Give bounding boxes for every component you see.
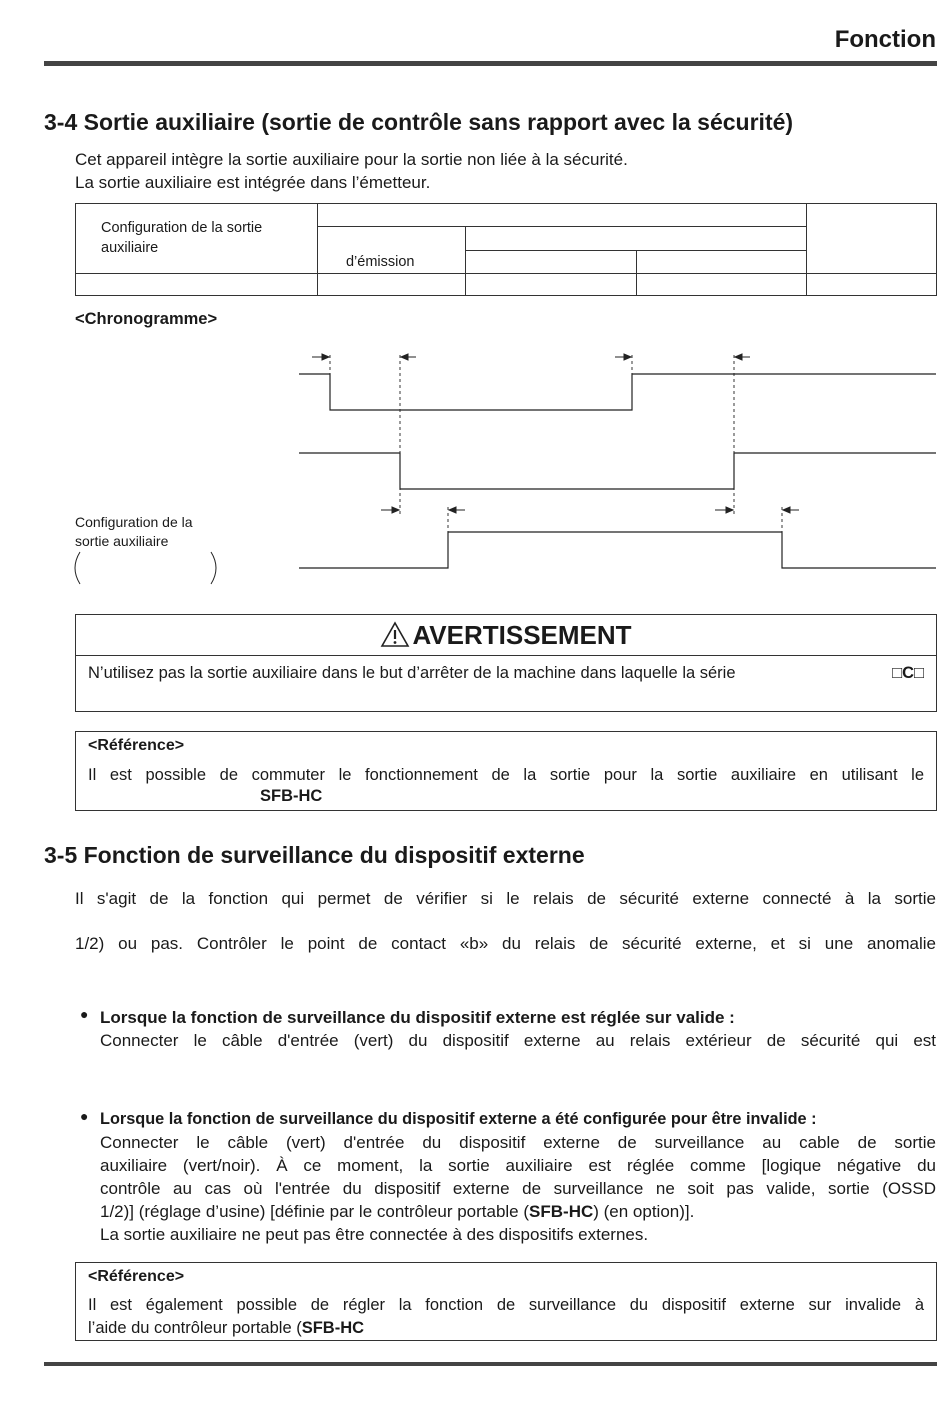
output-config-table	[75, 203, 937, 296]
reference-1-text: Il est possible de commuter le fonctionnement de la sortie pour la sortie auxiliaire en utilisant le	[88, 766, 924, 784]
delay-arrow-right	[381, 507, 399, 513]
delay-arrow-right	[715, 507, 733, 513]
chronogram-title: <Chronogramme>	[75, 310, 218, 328]
warning-text-tail: □C□	[892, 664, 924, 682]
reference-2-line-2	[88, 1317, 364, 1340]
reference-2-line-1: Il est également possible de régler la fonction de surveillance du dispositif externe sur invalide à	[88, 1296, 924, 1314]
table-cell	[807, 204, 937, 274]
header-rule	[44, 61, 937, 66]
delay-arrow-left	[735, 354, 750, 360]
warning-triangle-icon	[380, 621, 410, 648]
bullet-2-line-4-end: ) (en option)].	[593, 1202, 695, 1221]
bullet-2-line-3: contrôle au cas où l'entrée du dispositif externe de surveillance ne soit pas valide, sortie (OSSD	[100, 1179, 936, 1198]
reference-2-line-2-start: l’aide du contrôleur portable (	[88, 1319, 302, 1337]
bullet-2-line-2: auxiliaire (vert/noir). À ce moment, la sortie auxiliaire est réglée comme [logique négative du	[100, 1156, 936, 1175]
reference-1-title: <Référence>	[88, 737, 185, 754]
footer-rule	[44, 1362, 937, 1366]
section-3-5-line-1: Il s'agit de la fonction qui permet de vérifier si le relais de sécurité externe connecté à la sortie	[75, 889, 936, 908]
table-cell	[465, 273, 636, 295]
table-cell	[317, 204, 806, 227]
table-row-label-cell	[76, 204, 318, 274]
table-cell	[636, 273, 807, 295]
section-3-5-title: 3-5 Fonction de surveillance du dispositif externe	[44, 842, 585, 868]
section-3-5-line-2: 1/2) ou pas. Contrôler le point de contact «b» du relais de sécurité externe, et si une anomalie	[75, 934, 936, 953]
table-emission-cell	[317, 227, 465, 274]
delay-arrow-left	[449, 507, 465, 513]
table-row-label: Configuration de la sortie auxiliaire	[101, 220, 263, 256]
bullet-dot-icon: ●	[80, 1006, 89, 1022]
bullet-1-title: Lorsque la fonction de surveillance du dispositif externe est réglée sur valide :	[100, 1008, 735, 1027]
bullet-2-title: Lorsque la fonction de surveillance du dispositif externe a été configurée pour être invalide :	[100, 1110, 817, 1128]
timing-diagram	[0, 340, 950, 600]
page-header-title: Fonction	[834, 26, 936, 53]
delay-arrow-right	[615, 354, 631, 360]
bullet-2-line-1: Connecter le câble (vert) d'entrée du dispositif externe de surveillance au cable de sortie	[100, 1133, 936, 1152]
table-cell	[465, 227, 806, 250]
table-cell	[76, 273, 318, 295]
warning-box	[75, 614, 937, 712]
section-3-4-title: 3-4 Sortie auxiliaire (sortie de contrôle sans rapport avec la sécurité)	[44, 109, 794, 135]
bullet-2-line-4	[100, 1200, 694, 1223]
bullet-dot-icon: ●	[80, 1108, 89, 1124]
bullet-2-device: SFB-HC	[529, 1202, 594, 1221]
reference-2-title: <Référence>	[88, 1268, 185, 1285]
warning-text: N’utilisez pas la sortie auxiliaire dans le but d’arrêter de la machine dans laquelle la série	[88, 664, 736, 682]
table-emission-label: d’émission	[345, 253, 415, 270]
delay-arrow-right	[312, 354, 329, 360]
chronogram-signal-label: Configuration de la sortie auxiliaire	[75, 514, 193, 549]
reference-box-1	[75, 731, 937, 811]
bullet-1-text: Connecter le câble d'entrée (vert) du dispositif externe au relais extérieur de sécurité qui est	[100, 1031, 936, 1050]
section-3-4-line-1: Cet appareil intègre la sortie auxiliaire pour la sortie non liée à la sécurité.	[75, 150, 628, 169]
section-3-4-line-2: La sortie auxiliaire est intégrée dans l’émetteur.	[75, 173, 431, 192]
table-cell	[636, 250, 807, 273]
table-cell	[807, 273, 937, 295]
warning-title: AVERTISSEMENT	[412, 620, 632, 650]
reference-2-device: SFB-HC	[301, 1319, 365, 1337]
table-cell	[317, 273, 465, 295]
reference-1-device: SFB-HC	[260, 787, 323, 805]
signal-1-waveform	[299, 374, 936, 410]
bullet-2-line-4-start: 1/2)] (réglage d’usine) [définie par le contrôleur portable (	[100, 1202, 530, 1221]
delay-arrow-left	[783, 507, 799, 513]
table-cell	[465, 250, 636, 273]
reference-box-2	[75, 1262, 937, 1341]
warning-header	[76, 615, 936, 656]
parenthesis-left	[75, 552, 80, 584]
delay-arrow-left	[401, 354, 416, 360]
signal-2-waveform	[299, 453, 936, 489]
bullet-2-line-5: La sortie auxiliaire ne peut pas être connectée à des dispositifs externes.	[100, 1225, 649, 1244]
signal-3-waveform	[299, 532, 936, 568]
parenthesis-right	[211, 552, 216, 584]
